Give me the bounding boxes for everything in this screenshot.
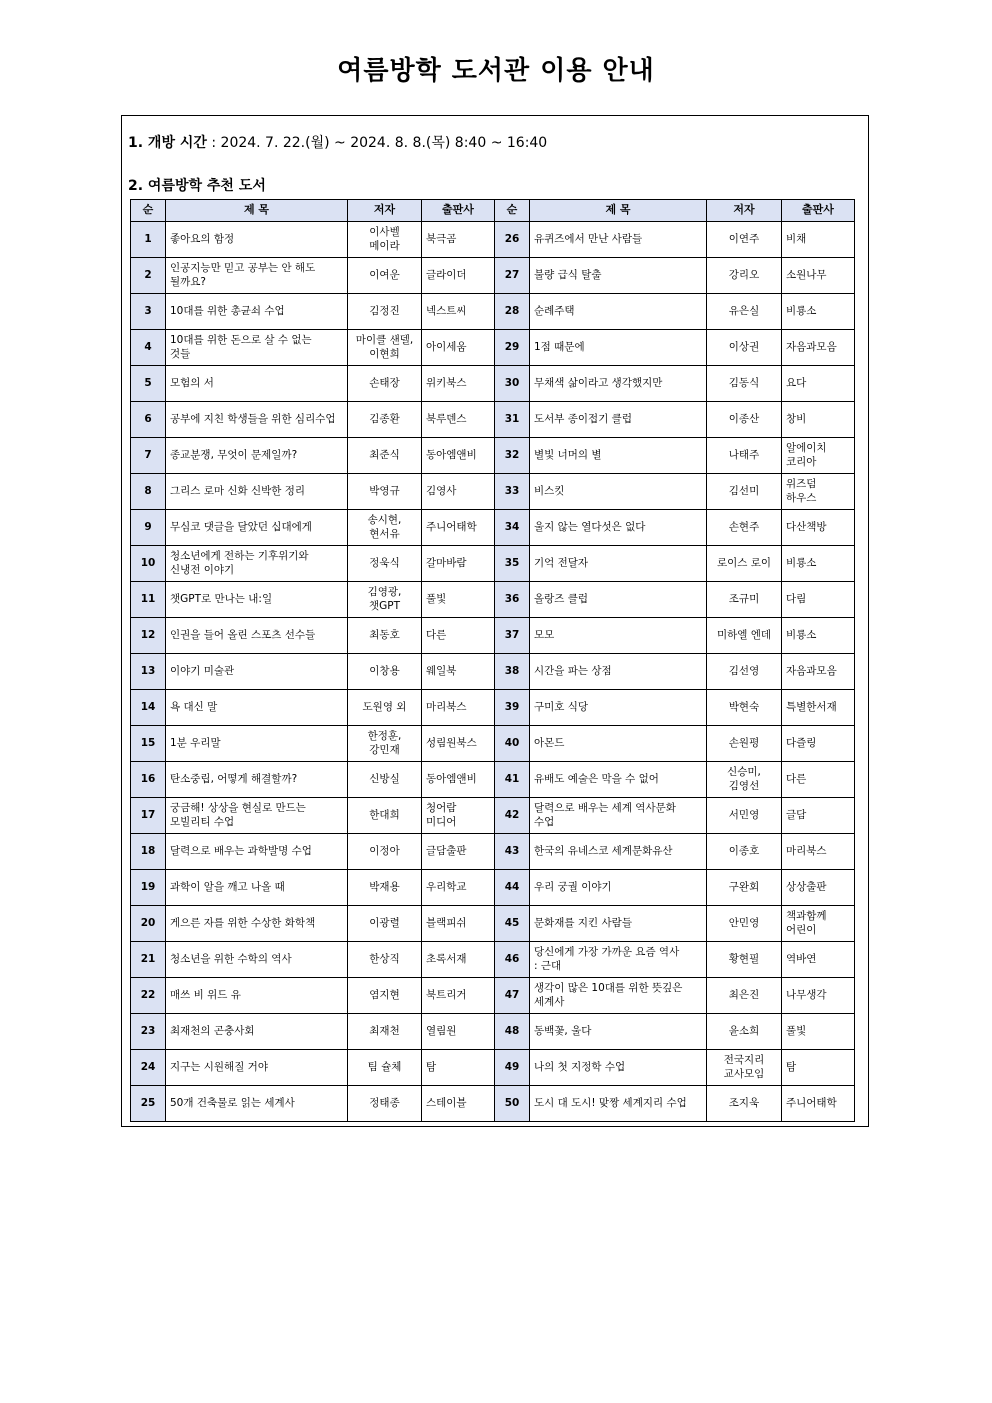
book-author: 이사벨 메이라 bbox=[348, 222, 422, 258]
book-number: 27 bbox=[495, 258, 530, 294]
book-number: 36 bbox=[495, 582, 530, 618]
book-publisher: 북극곰 bbox=[422, 222, 495, 258]
table-row bbox=[131, 690, 855, 726]
book-author: 손현주 bbox=[707, 510, 782, 546]
header-publisher: 출판사 bbox=[782, 200, 855, 222]
book-title: 유퀴즈에서 만난 사람들 bbox=[530, 222, 707, 258]
book-author: 로이스 로이 bbox=[707, 546, 782, 582]
book-author: 김영광, 챗GPT bbox=[348, 582, 422, 618]
book-author: 나태주 bbox=[707, 438, 782, 474]
book-author: 강리오 bbox=[707, 258, 782, 294]
book-publisher: 글담출판 bbox=[422, 834, 495, 870]
book-title: 시간을 파는 상점 bbox=[530, 654, 707, 690]
book-publisher: 나무생각 bbox=[782, 978, 855, 1014]
book-author: 조지욱 bbox=[707, 1086, 782, 1122]
book-author: 박현숙 bbox=[707, 690, 782, 726]
book-publisher: 요다 bbox=[782, 366, 855, 402]
book-publisher: 주니어태학 bbox=[782, 1086, 855, 1122]
header-title: 제 목 bbox=[166, 200, 348, 222]
book-publisher: 글라이더 bbox=[422, 258, 495, 294]
table-row bbox=[131, 582, 855, 618]
book-title: 10대를 위한 총균쇠 수업 bbox=[166, 294, 348, 330]
book-title: 지구는 시원해질 거야 bbox=[166, 1050, 348, 1086]
book-author: 이여운 bbox=[348, 258, 422, 294]
book-publisher: 자음과모음 bbox=[782, 654, 855, 690]
book-author: 김정진 bbox=[348, 294, 422, 330]
book-title: 궁금해! 상상을 현실로 만드는 모빌리티 수업 bbox=[166, 798, 348, 834]
book-number: 50 bbox=[495, 1086, 530, 1122]
book-publisher: 성림원북스 bbox=[422, 726, 495, 762]
book-author: 구완회 bbox=[707, 870, 782, 906]
book-author: 김종환 bbox=[348, 402, 422, 438]
book-publisher: 위키북스 bbox=[422, 366, 495, 402]
book-title: 공부에 지친 학생들을 위한 심리수업 bbox=[166, 402, 348, 438]
book-author: 김동식 bbox=[707, 366, 782, 402]
book-title: 별빛 너머의 별 bbox=[530, 438, 707, 474]
book-number: 30 bbox=[495, 366, 530, 402]
table-row bbox=[131, 978, 855, 1014]
book-title: 도시 대 도시! 맞짱 세계지리 수업 bbox=[530, 1086, 707, 1122]
book-publisher: 탐 bbox=[782, 1050, 855, 1086]
book-title: 종교분쟁, 무엇이 문제일까? bbox=[166, 438, 348, 474]
book-number: 38 bbox=[495, 654, 530, 690]
book-author: 김선미 bbox=[707, 474, 782, 510]
book-publisher: 위즈덤 하우스 bbox=[782, 474, 855, 510]
book-publisher: 우리학교 bbox=[422, 870, 495, 906]
book-publisher: 동아엠앤비 bbox=[422, 762, 495, 798]
page-title: 여름방학 도서관 이용 안내 bbox=[337, 56, 655, 86]
book-number: 37 bbox=[495, 618, 530, 654]
book-number: 3 bbox=[131, 294, 166, 330]
table-row bbox=[131, 1050, 855, 1086]
book-number: 46 bbox=[495, 942, 530, 978]
book-publisher: 열림원 bbox=[422, 1014, 495, 1050]
book-title: 기억 전달자 bbox=[530, 546, 707, 582]
book-number: 28 bbox=[495, 294, 530, 330]
book-title: 당신에게 가장 가까운 요즘 역사 : 근대 bbox=[530, 942, 707, 978]
book-title: 게으른 자를 위한 수상한 화학책 bbox=[166, 906, 348, 942]
book-title: 달력으로 배우는 세계 역사문화 수업 bbox=[530, 798, 707, 834]
book-publisher: 주니어태학 bbox=[422, 510, 495, 546]
book-title: 이야기 미술관 bbox=[166, 654, 348, 690]
book-author: 정태종 bbox=[348, 1086, 422, 1122]
book-author: 손태장 bbox=[348, 366, 422, 402]
book-number: 25 bbox=[131, 1086, 166, 1122]
book-publisher: 마리북스 bbox=[422, 690, 495, 726]
book-number: 13 bbox=[131, 654, 166, 690]
book-publisher: 비룡소 bbox=[782, 546, 855, 582]
book-author: 이종산 bbox=[707, 402, 782, 438]
book-publisher: 다산책방 bbox=[782, 510, 855, 546]
book-number: 42 bbox=[495, 798, 530, 834]
table-row bbox=[131, 294, 855, 330]
book-number: 10 bbox=[131, 546, 166, 582]
book-title: 챗GPT로 만나는 내:일 bbox=[166, 582, 348, 618]
book-title: 욕 대신 말 bbox=[166, 690, 348, 726]
book-author: 황현필 bbox=[707, 942, 782, 978]
book-author: 최준식 bbox=[348, 438, 422, 474]
book-publisher: 다른 bbox=[422, 618, 495, 654]
book-author: 신방실 bbox=[348, 762, 422, 798]
book-publisher: 초록서재 bbox=[422, 942, 495, 978]
book-number: 49 bbox=[495, 1050, 530, 1086]
opening-hours-label: 1. 개방 시간 bbox=[128, 135, 207, 151]
book-number: 4 bbox=[131, 330, 166, 366]
book-title: 울지 않는 열다섯은 없다 bbox=[530, 510, 707, 546]
book-title: 순례주택 bbox=[530, 294, 707, 330]
opening-hours-separator: : bbox=[211, 135, 217, 151]
book-author: 도원영 외 bbox=[348, 690, 422, 726]
book-title: 인권을 들어 올린 스포츠 선수들 bbox=[166, 618, 348, 654]
book-publisher: 책과함께 어린이 bbox=[782, 906, 855, 942]
book-author: 신승미, 김영선 bbox=[707, 762, 782, 798]
table-row bbox=[131, 366, 855, 402]
table-row bbox=[131, 330, 855, 366]
book-author: 최재천 bbox=[348, 1014, 422, 1050]
book-number: 14 bbox=[131, 690, 166, 726]
book-title: 모모 bbox=[530, 618, 707, 654]
book-number: 35 bbox=[495, 546, 530, 582]
book-number: 17 bbox=[131, 798, 166, 834]
book-publisher: 비채 bbox=[782, 222, 855, 258]
book-author: 손원평 bbox=[707, 726, 782, 762]
book-author: 전국지리 교사모임 bbox=[707, 1050, 782, 1086]
book-title: 올랑즈 클럽 bbox=[530, 582, 707, 618]
table-row bbox=[131, 258, 855, 294]
book-author: 이정아 bbox=[348, 834, 422, 870]
book-publisher: 알에이치 코리아 bbox=[782, 438, 855, 474]
book-author: 이상권 bbox=[707, 330, 782, 366]
book-number: 23 bbox=[131, 1014, 166, 1050]
book-number: 11 bbox=[131, 582, 166, 618]
book-publisher: 글담 bbox=[782, 798, 855, 834]
book-table bbox=[130, 199, 855, 1122]
book-author: 마이클 샌델, 이현희 bbox=[348, 330, 422, 366]
book-author: 윤소희 bbox=[707, 1014, 782, 1050]
opening-hours-value: 2024. 7. 22.(월) ~ 2024. 8. 8.(목) 8:40 ~ 16:40 bbox=[220, 135, 548, 151]
book-number: 45 bbox=[495, 906, 530, 942]
book-author: 유은실 bbox=[707, 294, 782, 330]
book-title: 한국의 유네스코 세계문화유산 bbox=[530, 834, 707, 870]
table-row bbox=[131, 402, 855, 438]
book-author: 박재용 bbox=[348, 870, 422, 906]
book-title: 인공지능만 믿고 공부는 안 해도 될까요? bbox=[166, 258, 348, 294]
book-title: 달력으로 배우는 과학발명 수업 bbox=[166, 834, 348, 870]
book-author: 한상직 bbox=[348, 942, 422, 978]
book-publisher: 김영사 bbox=[422, 474, 495, 510]
book-author: 이연주 bbox=[707, 222, 782, 258]
book-number: 26 bbox=[495, 222, 530, 258]
book-publisher: 북루덴스 bbox=[422, 402, 495, 438]
book-publisher: 넥스트씨 bbox=[422, 294, 495, 330]
book-number: 8 bbox=[131, 474, 166, 510]
book-number: 16 bbox=[131, 762, 166, 798]
book-number: 43 bbox=[495, 834, 530, 870]
book-number: 40 bbox=[495, 726, 530, 762]
book-author: 최은진 bbox=[707, 978, 782, 1014]
book-number: 44 bbox=[495, 870, 530, 906]
book-number: 39 bbox=[495, 690, 530, 726]
book-publisher: 창비 bbox=[782, 402, 855, 438]
book-title: 탄소중립, 어떻게 해결할까? bbox=[166, 762, 348, 798]
table-row bbox=[131, 726, 855, 762]
book-publisher: 갈마바람 bbox=[422, 546, 495, 582]
table-header-row bbox=[131, 200, 855, 222]
table-row bbox=[131, 798, 855, 834]
book-author: 이창용 bbox=[348, 654, 422, 690]
book-number: 33 bbox=[495, 474, 530, 510]
book-title: 동백꽃, 울다 bbox=[530, 1014, 707, 1050]
book-author: 이광렬 bbox=[348, 906, 422, 942]
book-author: 김선영 bbox=[707, 654, 782, 690]
book-number: 12 bbox=[131, 618, 166, 654]
book-number: 15 bbox=[131, 726, 166, 762]
book-author: 미하엘 엔데 bbox=[707, 618, 782, 654]
table-row bbox=[131, 438, 855, 474]
book-publisher: 스테이블 bbox=[422, 1086, 495, 1122]
table-row bbox=[131, 222, 855, 258]
book-number: 6 bbox=[131, 402, 166, 438]
book-title: 생각이 많은 10대를 위한 뜻깊은 세계사 bbox=[530, 978, 707, 1014]
book-title: 모험의 서 bbox=[166, 366, 348, 402]
table-row bbox=[131, 654, 855, 690]
book-title: 비스킷 bbox=[530, 474, 707, 510]
book-title: 아몬드 bbox=[530, 726, 707, 762]
book-publisher: 다른 bbox=[782, 762, 855, 798]
book-publisher: 동아엠앤비 bbox=[422, 438, 495, 474]
book-author: 박영규 bbox=[348, 474, 422, 510]
book-title: 1점 때문에 bbox=[530, 330, 707, 366]
book-number: 47 bbox=[495, 978, 530, 1014]
book-author: 안민영 bbox=[707, 906, 782, 942]
book-author: 정욱식 bbox=[348, 546, 422, 582]
book-number: 24 bbox=[131, 1050, 166, 1086]
book-publisher: 상상출판 bbox=[782, 870, 855, 906]
book-publisher: 웨일북 bbox=[422, 654, 495, 690]
book-number: 32 bbox=[495, 438, 530, 474]
book-number: 22 bbox=[131, 978, 166, 1014]
table-row bbox=[131, 510, 855, 546]
book-author: 송시현, 현서유 bbox=[348, 510, 422, 546]
book-number: 41 bbox=[495, 762, 530, 798]
book-title: 좋아요의 함정 bbox=[166, 222, 348, 258]
book-author: 염지현 bbox=[348, 978, 422, 1014]
table-row bbox=[131, 870, 855, 906]
book-author: 팀 슐체 bbox=[348, 1050, 422, 1086]
header-no: 순 bbox=[131, 200, 166, 222]
section-heading-books: 2. 여름방학 추천 도서 bbox=[128, 178, 266, 194]
book-publisher: 탐 bbox=[422, 1050, 495, 1086]
book-number: 20 bbox=[131, 906, 166, 942]
book-title: 50개 건축물로 읽는 세계사 bbox=[166, 1086, 348, 1122]
book-author: 서민영 bbox=[707, 798, 782, 834]
book-title: 그리스 로마 신화 신박한 정리 bbox=[166, 474, 348, 510]
book-number: 5 bbox=[131, 366, 166, 402]
book-publisher: 역바연 bbox=[782, 942, 855, 978]
book-number: 2 bbox=[131, 258, 166, 294]
book-title: 청소년을 위한 수학의 역사 bbox=[166, 942, 348, 978]
book-title: 청소년에게 전하는 기후위기와 신냉전 이야기 bbox=[166, 546, 348, 582]
book-number: 31 bbox=[495, 402, 530, 438]
book-number: 34 bbox=[495, 510, 530, 546]
book-number: 48 bbox=[495, 1014, 530, 1050]
table-row bbox=[131, 618, 855, 654]
book-title: 무채색 삶이라고 생각했지만 bbox=[530, 366, 707, 402]
book-author: 이종호 bbox=[707, 834, 782, 870]
book-number: 29 bbox=[495, 330, 530, 366]
header-publisher: 출판사 bbox=[422, 200, 495, 222]
table-row bbox=[131, 834, 855, 870]
book-publisher: 비룡소 bbox=[782, 618, 855, 654]
book-publisher: 다림 bbox=[782, 582, 855, 618]
header-author: 저자 bbox=[348, 200, 422, 222]
book-title: 최재천의 곤충사회 bbox=[166, 1014, 348, 1050]
table-row bbox=[131, 474, 855, 510]
table-row bbox=[131, 546, 855, 582]
book-number: 21 bbox=[131, 942, 166, 978]
book-author: 한대희 bbox=[348, 798, 422, 834]
table-row bbox=[131, 906, 855, 942]
table-row bbox=[131, 1014, 855, 1050]
opening-hours bbox=[128, 132, 547, 152]
table-row bbox=[131, 1086, 855, 1122]
book-publisher: 소원나무 bbox=[782, 258, 855, 294]
book-publisher: 다즐링 bbox=[782, 726, 855, 762]
book-publisher: 아이세움 bbox=[422, 330, 495, 366]
header-author: 저자 bbox=[707, 200, 782, 222]
book-number: 18 bbox=[131, 834, 166, 870]
book-title: 유배도 예술은 막을 수 없어 bbox=[530, 762, 707, 798]
book-title: 10대를 위한 돈으로 살 수 없는 것들 bbox=[166, 330, 348, 366]
book-number: 1 bbox=[131, 222, 166, 258]
book-publisher: 마리북스 bbox=[782, 834, 855, 870]
book-number: 9 bbox=[131, 510, 166, 546]
book-publisher: 북트리거 bbox=[422, 978, 495, 1014]
book-publisher: 청어람 미디어 bbox=[422, 798, 495, 834]
header-title: 제 목 bbox=[530, 200, 707, 222]
book-title: 문화재를 지킨 사람들 bbox=[530, 906, 707, 942]
book-publisher: 블랙피쉬 bbox=[422, 906, 495, 942]
book-publisher: 비룡소 bbox=[782, 294, 855, 330]
book-title: 과학이 알을 깨고 나올 때 bbox=[166, 870, 348, 906]
table-row bbox=[131, 762, 855, 798]
book-title: 불량 급식 탈출 bbox=[530, 258, 707, 294]
book-publisher: 풀빛 bbox=[422, 582, 495, 618]
book-title: 나의 첫 지정학 수업 bbox=[530, 1050, 707, 1086]
book-title: 구미호 식당 bbox=[530, 690, 707, 726]
book-publisher: 특별한서재 bbox=[782, 690, 855, 726]
table-row bbox=[131, 942, 855, 978]
book-title: 도서부 종이접기 클럽 bbox=[530, 402, 707, 438]
book-title: 1분 우리말 bbox=[166, 726, 348, 762]
book-title: 우리 궁궐 이야기 bbox=[530, 870, 707, 906]
header-no: 순 bbox=[495, 200, 530, 222]
book-author: 한정훈, 강민재 bbox=[348, 726, 422, 762]
book-publisher: 자음과모음 bbox=[782, 330, 855, 366]
book-publisher: 풀빛 bbox=[782, 1014, 855, 1050]
book-author: 최동호 bbox=[348, 618, 422, 654]
book-title: 무심코 댓글을 달았던 십대에게 bbox=[166, 510, 348, 546]
book-number: 7 bbox=[131, 438, 166, 474]
book-author: 조규미 bbox=[707, 582, 782, 618]
book-number: 19 bbox=[131, 870, 166, 906]
book-title: 매쓰 비 위드 유 bbox=[166, 978, 348, 1014]
